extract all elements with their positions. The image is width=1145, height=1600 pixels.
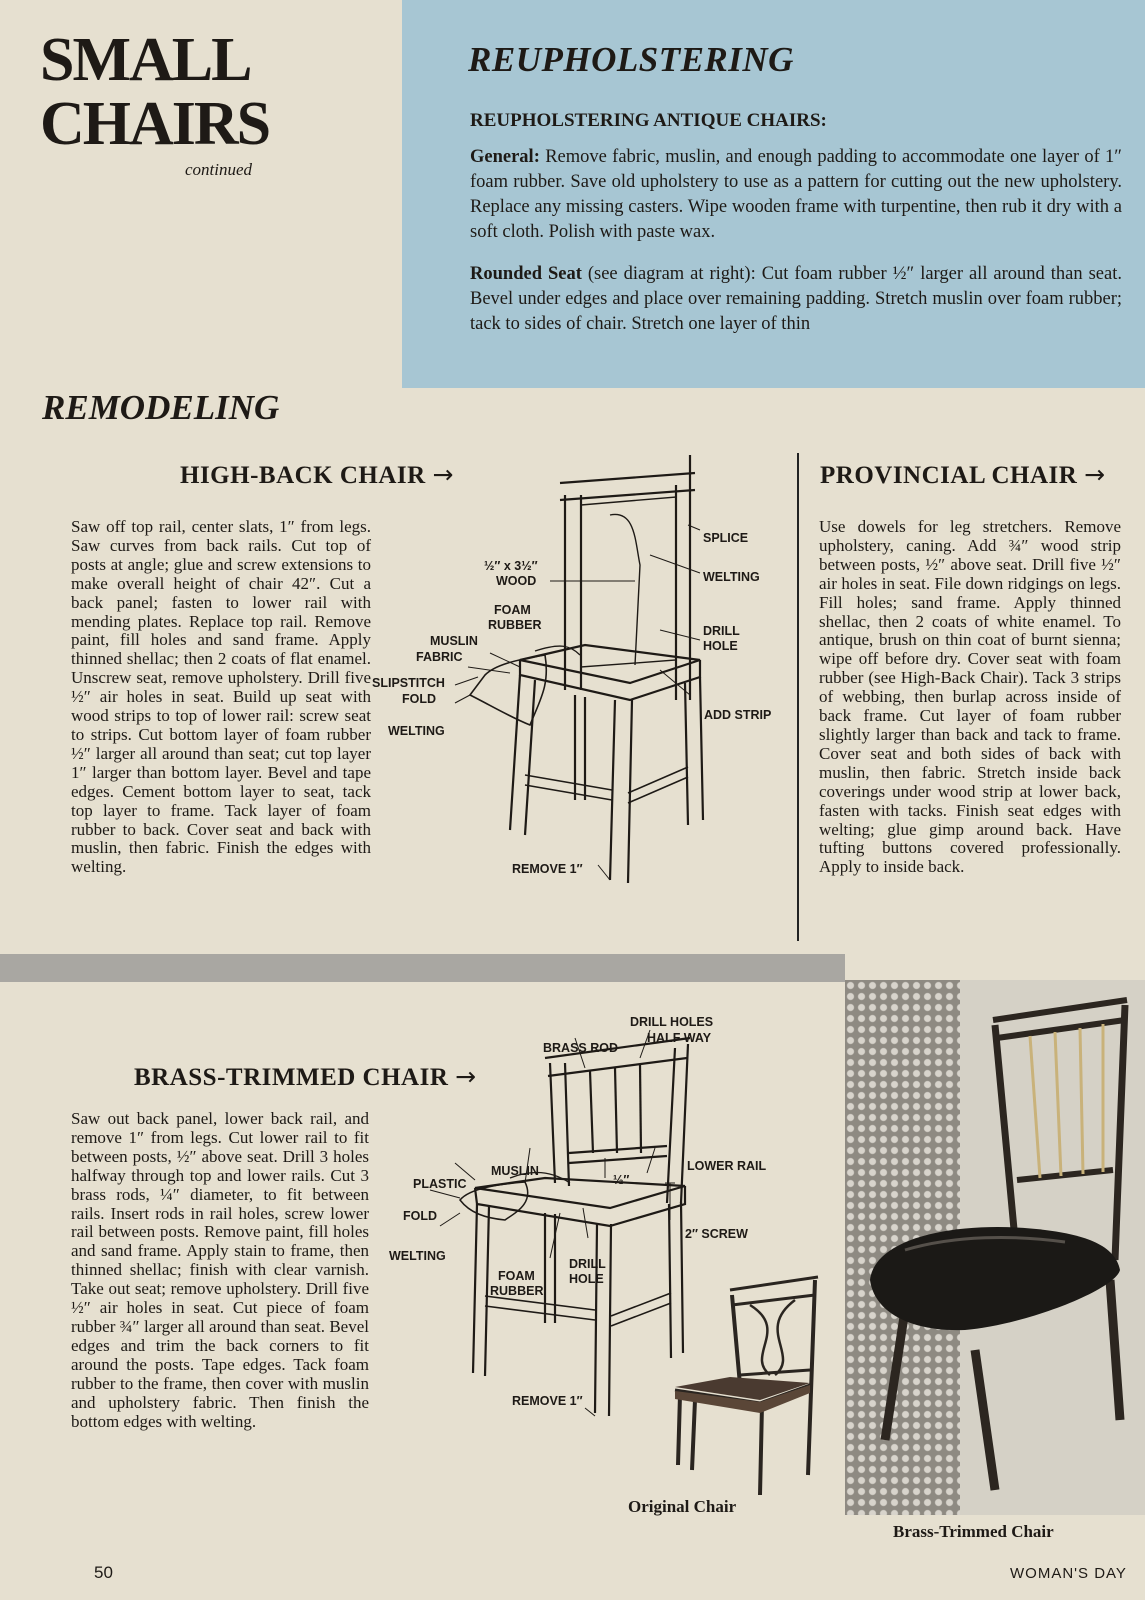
high-back-title: HIGH-BACK CHAIR (180, 462, 426, 489)
general-label: General: (470, 147, 540, 167)
high-back-chair-drawing (470, 455, 703, 883)
high-back-chair-diagram (370, 455, 780, 915)
label-muslin: MUSLIN (491, 1164, 539, 1178)
label-hole: HOLE (703, 639, 738, 653)
label-lower-rail: LOWER RAIL (687, 1159, 767, 1173)
label-rubber: RUBBER (490, 1284, 544, 1298)
label-wood-size: ½″ x 3½″ (484, 559, 538, 573)
high-back-instructions: Saw off top rail, center slats, 1″ from legs. Saw curves from back rails. Cut top of posts at angle; glue and screw extensions to make overall height of chair 42″. Cut a back panel; fasten to lower rail with mending plates. Replace top rail. Remove paint, fill holes and sand frame. Apply thinned shellac; then 2 coats of flat enamel. Unscrew seat, remove upholstery. Drill five ½″ air holes in seat. Build up seat with wood strips to top of lower rail: screw seat to strips. Cut bottom layer of foam rubber ½″ larger all around than seat; cut top layer 1″ larger than bottom layer. Bevel and tape edges. Cement bottom layer to seat, tack top layer to frame. Tack layer of foam rubber to back. Cover seat and back with muslin, then fabric. Finish the edges with welting. (71, 517, 371, 877)
label-remove: REMOVE 1″ (512, 862, 583, 876)
page-number: 50 (94, 1563, 113, 1582)
right-arrow-icon: → (1084, 460, 1106, 489)
original-chair-caption: Original Chair (628, 1497, 737, 1516)
label-foam: FOAM (494, 603, 531, 617)
brass-title: BRASS-TRIMMED CHAIR (134, 1064, 449, 1091)
provincial-title: PROVINCIAL CHAIR (820, 462, 1078, 489)
general-text: Remove fabric, muslin, and enough padding to accommodate one layer of 1″ foam rubber. Save old upholstery to use as a pattern for cutting out the new upholstery. Replace any missing casters. Wipe wooden frame with turpentine, then rub it dry with a soft cloth. Polish with paste wax. (470, 147, 1122, 242)
right-arrow-icon: → (455, 1062, 477, 1091)
label-drill: DRILL (569, 1257, 606, 1271)
page-title (40, 28, 269, 156)
general-paragraph (470, 145, 1122, 245)
label-fold: FOLD (402, 692, 437, 706)
label-brass-rod: BRASS ROD (543, 1041, 619, 1055)
label-rubber: RUBBER (488, 618, 542, 632)
label-welting-right: WELTING (703, 570, 760, 584)
original-chair-image (670, 1275, 830, 1500)
remodeling-heading: REMODELING (42, 388, 280, 427)
label-plastic: PLASTIC (413, 1177, 467, 1191)
label-half-inch: ½″ (613, 1173, 630, 1187)
label-welting: WELTING (389, 1249, 446, 1263)
label-slipstitch: SLIPSTITCH (372, 676, 445, 690)
continued-note: continued (185, 160, 253, 179)
section-band (0, 954, 845, 982)
label-foam: FOAM (498, 1269, 535, 1283)
label-half-way: HALF WAY (647, 1031, 712, 1045)
label-muslin: MUSLIN (430, 634, 478, 648)
label-splice: SPLICE (703, 531, 749, 545)
label-remove: REMOVE 1″ (512, 1394, 583, 1408)
right-arrow-icon: → (432, 460, 454, 489)
label-drill: DRILL (703, 624, 740, 638)
title-line-1: SMALL (40, 26, 251, 94)
label-drill-holes: DRILL HOLES (630, 1015, 714, 1029)
label-fold: FOLD (403, 1209, 438, 1223)
label-hole: HOLE (569, 1272, 604, 1286)
label-screw: 2″ SCREW (685, 1227, 748, 1241)
reupholstering-subheading: REUPHOLSTERING ANTIQUE CHAIRS: (470, 110, 827, 131)
title-line-2: CHAIRS (40, 90, 270, 158)
brass-chair-caption: Brass-Trimmed Chair (893, 1522, 1054, 1541)
brass-chair-drawing (460, 1038, 690, 1416)
column-divider (797, 453, 799, 941)
rounded-seat-paragraph (470, 262, 1122, 337)
label-wood: WOOD (496, 574, 537, 588)
brass-chair-photo (845, 980, 1145, 1515)
label-welting-left: WELTING (388, 724, 445, 738)
brass-instructions: Saw out back panel, lower back rail, and remove 1″ from legs. Cut lower rail to fit between posts, ½″ above seat. Drill 3 holes halfway through top and lower rails. Cut 3 brass rods, ¼″ diameter, to fit between rails. Insert rods in rail holes, screw lower rail between posts. Remove paint, fill holes and sand frame. Apply stain to frame, then thinned shellac; finish with clear varnish. Take out seat; remove upholstery. Drill five ½″ air holes in seat. Cut piece of foam rubber ¾″ larger all around than seat. Bevel edges and trim the back corners to fit around the posts. Tape edges. Tack foam rubber to the frame, then cover with muslin and upholstery fabric. Then finish the bottom edges with welting. (71, 1109, 369, 1431)
provincial-heading (820, 460, 1106, 490)
label-add-strip: ADD STRIP (704, 708, 772, 722)
rounded-seat-label: Rounded Seat (470, 264, 582, 284)
label-fabric: FABRIC (416, 650, 463, 664)
magazine-name: WOMAN'S DAY (1010, 1565, 1127, 1582)
rounded-seat-text: (see diagram at right): Cut foam rubber ½″ larger all around than seat. Bevel under edges and place over remaining padding. Stretch muslin over foam rubber; tack to sides of chair. Stretch one layer of thin (470, 264, 1122, 334)
brass-chair-photo-drawing (845, 980, 1145, 1515)
provincial-instructions: Use dowels for leg stretchers. Remove upholstery, caning. Add ¾″ wood strip between posts, ½″ above seat. Drill five ½″ air holes in seat. File down ridgings on legs. Fill holes; sand frame. Apply thinned shellac, then 2 coats of white enamel. To antique, brush on thin coat of burnt sienna; wipe off before dry. Cover seat with foam rubber (see High-Back Chair). Tack 3 strips of webbing, then burlap across inside of back frame. Cut layer of foam rubber slightly larger than back and tack to frame. Cover seat and both sides of back with muslin, then fabric. Stretch inside back coverings under wood strip at lower back, fasten with tacks. Finish seat edges with welting; glue gimp around back. Have tufting buttons covered professionally. Apply to inside back. (819, 517, 1121, 877)
reupholstering-heading: REUPHOLSTERING (468, 40, 794, 79)
